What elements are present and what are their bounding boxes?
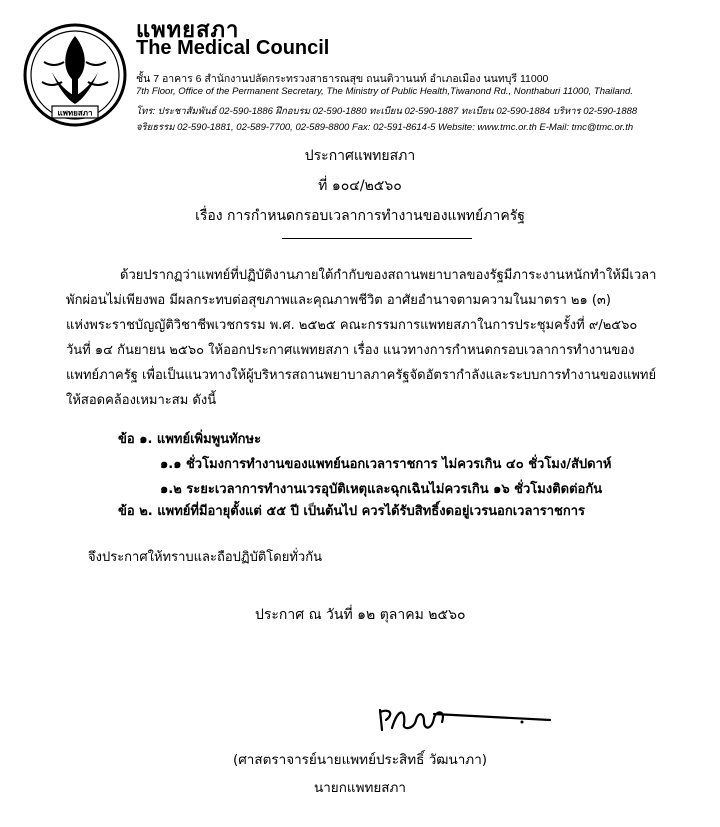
item-1-1: ๑.๑ ชั่วโมงการทำงานของแพทย์นอกเวลาราชการ ไม่ควรเกิน ๔๐ ชั่วโมง/สัปดาห์ [160, 457, 612, 472]
announcement-date: ประกาศ ณ วันที่ ๑๒ ตุลาคม ๒๕๖๐ [255, 607, 466, 623]
body-line: ด้วยปรากฏว่าแพทย์ที่ปฏิบัติงานภายใต้กำกับของสถานพยาบาลของรัฐมีภาระงานหนักทำให้มีเวลา [120, 268, 657, 283]
body-line: พักผ่อนไม่เพียงพอ มีผลกระทบต่อสุขภาพและคุณภาพชีวิต อาศัยอำนาจตามความในมาตรา ๒๑ (๓) [66, 293, 611, 308]
address-english: 7th Floor, Office of the Permanent Secretary, The Ministry of Public Health,Tiwanond Rd., Nonthaburi 11000, Thailand. [136, 86, 633, 97]
address-thai: ชั้น 7 อาคาร 6 สำนักงานปลัดกระทรวงสาธารณสุข ถนนติวานนท์ อำเภอเมือง นนทบุรี 11000 [136, 73, 549, 85]
medical-council-seal-logo [22, 22, 128, 128]
announcement-subject: เรื่อง การกำหนดกรอบเวลาการทำงานของแพทย์ภาครัฐ [195, 208, 525, 224]
handwritten-signature [372, 700, 562, 740]
title-divider [282, 238, 472, 239]
body-line: แห่งพระราชบัญญัติวิชาชีพเวชกรรม พ.ศ. ๒๕๒๕ คณะกรรมการแพทยสภาในการประชุมครั้งที่ ๙/๒๕๖๐ [66, 318, 638, 333]
item-1-2: ๑.๒ ระยะเวลาการทำงานเวรอุบัติเหตุและฉุกเฉินไม่ควรเกิน ๑๖ ชั่วโมงติดต่อกัน [160, 482, 603, 497]
closing-statement: จึงประกาศให้ทราบและถือปฏิบัติโดยทั่วกัน [88, 550, 322, 565]
organization-name-thai: แพทยสภา [136, 18, 240, 43]
signer-name: (ศาสตราจารย์นายแพทย์ประสิทธิ์ วัฒนาภา) [232, 752, 488, 768]
item-2: ข้อ ๒. แพทย์ที่มีอายุตั้งแต่ ๕๕ ปี เป็นต้นไป ควรได้รับสิทธิ์งดอยู่เวรนอกเวลาราชการ [118, 504, 586, 519]
item-1-heading: ข้อ ๑. แพทย์เพิ่มพูนทักษะ [118, 432, 262, 447]
contact-line-web-email: จริยธรรม 02-590-1881, 02-589-7700, 02-589-8800 Fax: 02-591-8614-5 Website: www.tmc.or.th E-Mail: tmc@tmc.or.th [136, 122, 634, 133]
announcement-heading: ประกาศแพทยสภา [304, 148, 416, 164]
announcement-number: ที่ ๑๐๔/๒๕๖๐ [318, 178, 402, 194]
signer-title: นายกแพทยสภา [313, 780, 407, 796]
logo-text: แพทยสภา [57, 108, 93, 118]
body-line: ให้สอดคล้องเหมาะสม ดังนี้ [66, 393, 217, 408]
body-line: แพทย์ภาครัฐ เพื่อเป็นแนวทางให้ผู้บริหารสถานพยาบาลภาครัฐจัดอัตรากำลังและระบบการทำงานของแพทย์ [66, 368, 657, 383]
body-line: วันที่ ๑๔ กันยายน ๒๕๖๐ ให้ออกประกาศแพทยสภา เรื่อง แนวทางการกำหนดกรอบเวลาการทำงานของ [66, 343, 635, 358]
contact-line-phones: โทร: ประชาสัมพันธ์ 02-590-1886 ฝึกอบรม 02-590-1880 ทะเบียน 02-590-1887 ทะเบียน 02-590-1884 บริหาร 02-590-1888 [136, 106, 638, 117]
organization-name-english: The Medical Council [136, 37, 330, 59]
